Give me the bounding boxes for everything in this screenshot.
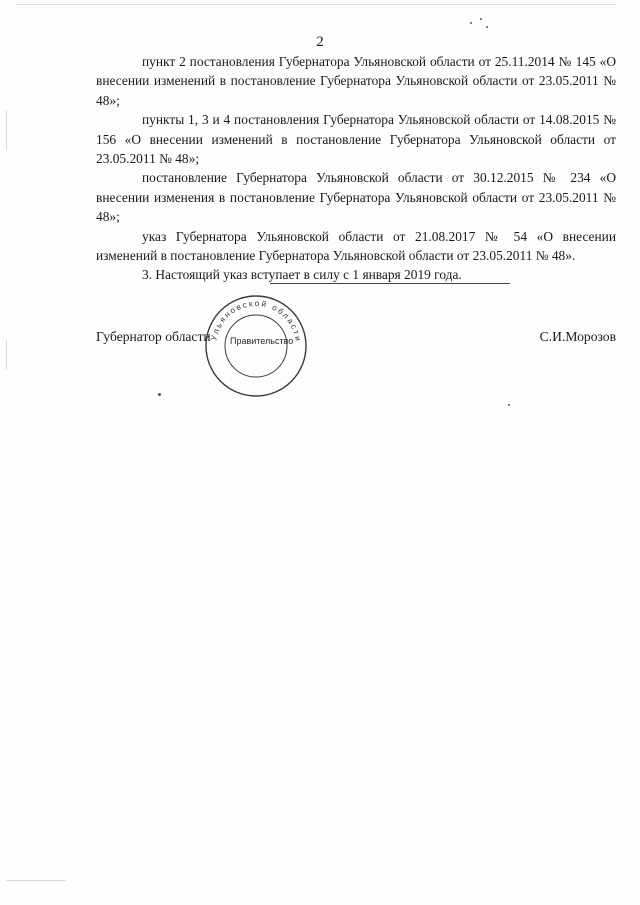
effective-date-paragraph: 3. Настоящий указ вступает в силу с 1 января 2019 года. [142, 267, 462, 283]
scan-speck [470, 22, 472, 24]
seal-ring-text: Ульяновской области [209, 298, 303, 344]
paragraph-item: пункты 1, 3 и 4 постановления Губернатора Ульяновской области от 14.08.2015 № 156 «О внесении изменений в постановление Губернатора Ульяновской области от 23.05.2011 № 48»; [96, 112, 616, 167]
scan-speck [480, 18, 482, 20]
scan-edge-line [16, 4, 616, 5]
seal-icon [200, 290, 312, 402]
scan-edge-line [6, 880, 66, 881]
scan-edge-line [6, 340, 7, 370]
paragraph-item: пункт 2 постановления Губернатора Ульяновской области от 25.11.2014 № 145 «О внесении изменений в постановление Губернатора Ульяновской области от 23.05.2011 № 48»; [96, 54, 616, 108]
signatory-name: С.И.Морозов [539, 329, 616, 344]
scan-edge-line [6, 110, 7, 150]
handwritten-underline [270, 283, 510, 284]
document-body [96, 52, 616, 285]
scan-speck [486, 26, 488, 28]
signatory-position: Губернатор области [96, 329, 211, 344]
scan-speck [508, 404, 510, 406]
page-number: 2 [316, 34, 324, 50]
seal-center-label: Правительство [230, 336, 294, 346]
paragraph-item: постановление Губернатора Ульяновской области от 30.12.2015 № 234 «О внесении изменения в постановление Губернатора Ульяновской области от 23.05.2011 № 48»; [96, 170, 616, 225]
scan-speck [158, 393, 161, 396]
paragraph-item: указ Губернатора Ульяновской области от 21.08.2017 № 54 «О внесении изменений в постановление Губернатора Ульяновской области от 23.05.2011 № 48». [96, 228, 616, 264]
signature-block [96, 329, 616, 351]
official-seal-stamp [200, 290, 312, 402]
